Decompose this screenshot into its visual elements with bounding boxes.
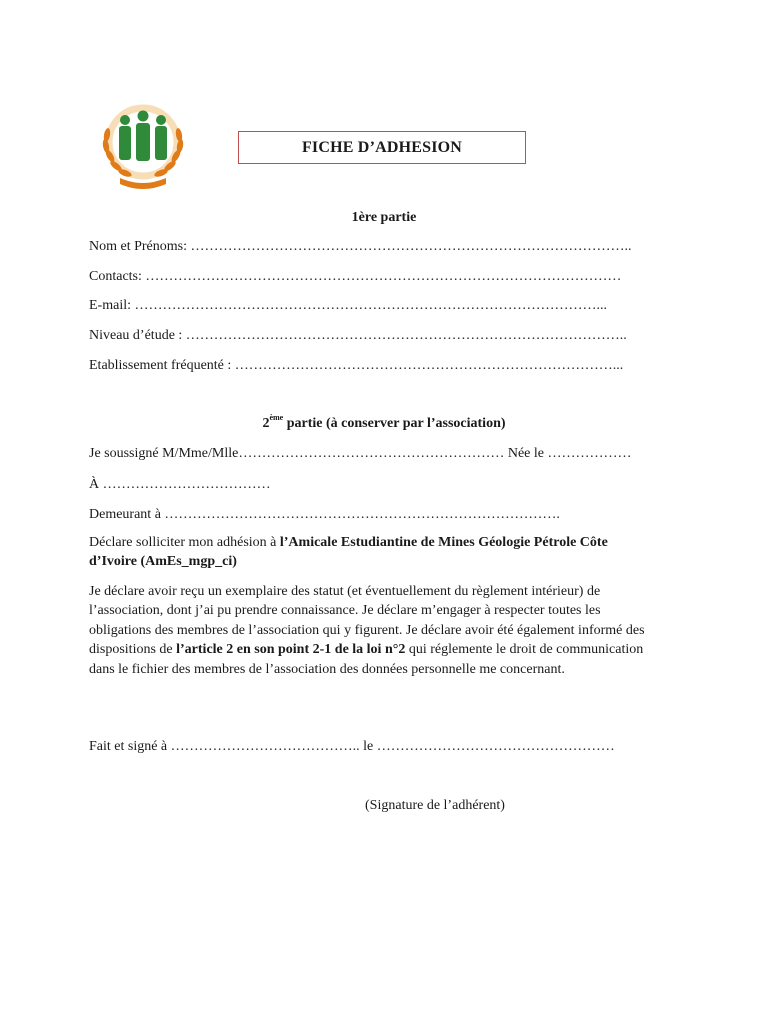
field-dots: ………………………………………………………………………………………… [145,269,622,284]
field-label: E-mail: [89,298,135,313]
field-dots: ………………………………………………………………………………………... [134,298,607,313]
field-label: Contacts: [89,269,146,284]
email-field[interactable] [89,298,607,314]
declaration-text-2: qui réglemente le droit de communication dans le fichier des membres de l’association des données personnelle me concernant. [89,642,644,677]
name-field[interactable] [89,239,632,255]
contacts-field[interactable] [89,269,621,285]
field-dots: ………………………………………………………………………………….. [190,239,632,254]
part2-heading-text: partie (à conserver par l’association) [283,416,506,431]
request-text: Déclare solliciter mon adhésion à [89,535,280,550]
membership-request [89,533,649,572]
law-reference: l’article 2 en son point 2-1 de la loi n°2 [176,642,406,658]
signed-at-field[interactable]: Fait et signé à ………………………………….. le …………………………………………… [89,739,615,754]
declaration-text-1: Je déclare avoir reçu un exemplaire des statut (et éventuellement du règlement intérieur) de l’association, dont j’ai pu prendre connaissance. Je déclare m’engager à respecter toutes les obligations des membres de l’association qui y figurent. Je déclare avoir été également informé des dispositions de [89,584,645,658]
part1-heading: 1ère partie [351,210,417,225]
part2-heading [0,413,768,432]
part2-heading-sup: ème [269,413,284,422]
school-field[interactable] [89,358,623,374]
place-field[interactable]: À ……………………………… [89,477,271,492]
part2-heading-number: 2 [262,416,270,431]
association-name-line1: l’Amicale Estudiantine de Mines Géologie Pétrole Côte [279,535,608,550]
declaration-paragraph [89,582,649,679]
field-label: Etablissement fréquenté : [89,358,235,373]
field-label: Nom et Prénoms: [89,239,191,254]
field-dots: ………………………………………………………………………... [234,358,624,373]
study-level-field[interactable] [89,328,627,344]
association-logo-icon [96,98,190,196]
signature-label: (Signature de l’adhérent) [365,798,505,813]
field-label: Niveau d’étude : [89,328,186,343]
undersigned-field[interactable]: Je soussigné M/Mme/Mlle………………………………………………… Née le ……………… [89,446,632,461]
residence-field[interactable]: Demeurant à …………………………………………………………………………. [89,507,560,522]
association-name-line2: d’Ivoire (AmEs_mgp_ci) [89,554,237,570]
field-dots: ………………………………………………………………………………….. [185,328,627,343]
form-title: FICHE D’ADHESION [238,131,526,164]
